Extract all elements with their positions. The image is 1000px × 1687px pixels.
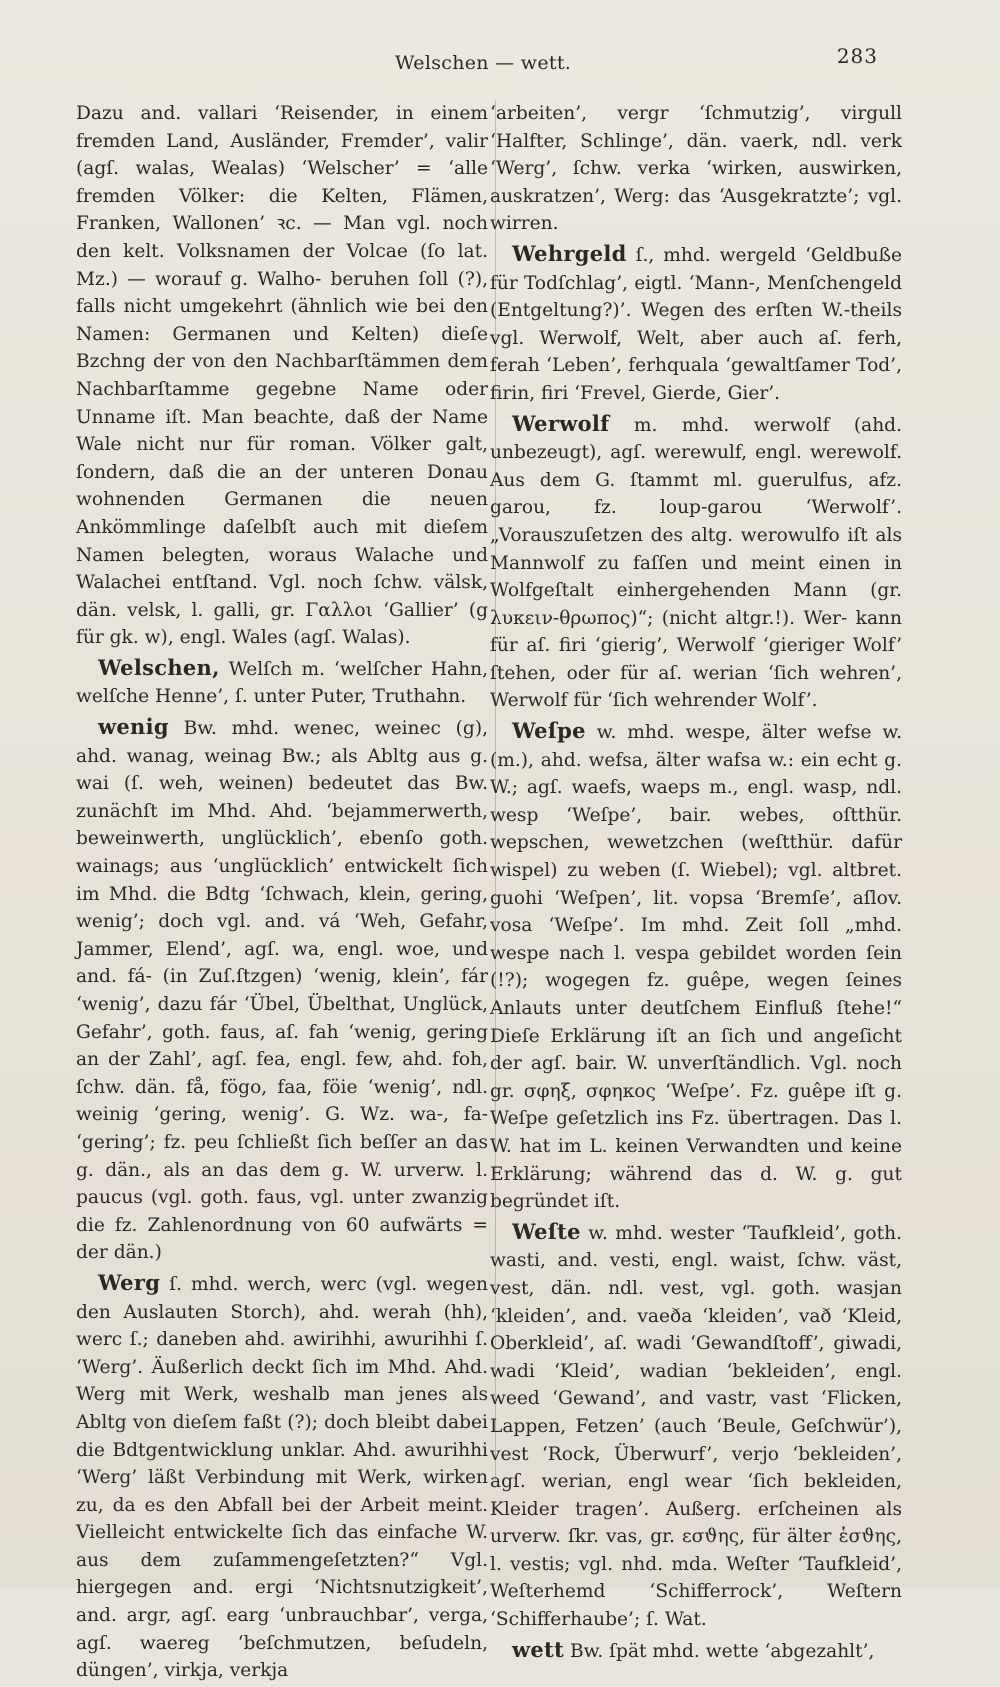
dictionary-entry	[76, 100, 488, 652]
dictionary-entry	[490, 240, 902, 408]
page-header	[0, 44, 1000, 74]
entry-text: ſ. mhd. werch, werc (vgl. wegen den Auslauten Storch), ahd. werah (hh), werc ſ.; daneben ahd. awirihhi, awurihhi ſ. ‘Werg’. Äußerlich deckt ſich im Mhd. Ahd. Werg mit Werk, weshalb man jenes als Abltg von dieſem faßt (?); doch bleibt dabei die Bdtgentwicklung unklar. Ahd. awurihhi ‘Werg’ läßt Verbindung mit Werk, wirken zu, da es den Abfall bei der Arbeit meint. Vielleicht entwickelte ſich das einfache W. aus dem zuſammengeſetzten?“ Vgl. hiergegen and. ergi ‘Nichtsnutzigkeit’, and. argr, agſ. earg ‘unbrauchbar’, verga, agſ. waereg ‘beſchmutzen, beſudeln, düngen’, virkja, verkja	[76, 1273, 488, 1682]
entry-text: w. mhd. wester ‘Taufkleid’, goth. wasti, and. vesti, engl. waist, ſchw. väst, vest, dän. ndl. vest, vgl. goth. wasjan ‘kleiden’, and. vaeða ‘kleiden’, vað ‘Kleid, Oberkleid’, aſ. wadi ‘Gewandſtoff’, giwadi, wadi ‘Kleid’, wadian ‘bekleiden’, engl. weed ‘Gewand’, and vastr, vast ‘Flicken, Lappen, Fetzen’ (auch ‘Beule, Geſchwür’), vest ‘Rock, Überwurf’, verjo ‘bekleiden’, agſ. werian, engl wear ‘ſich bekleiden, Kleider tragen’. Außerg. erſcheinen als urverw. ſkr. vas, gr. εσϑης, für älter ἑσϑης, l. vestis; vgl. nhd. mda. Weſter ‘Taufkleid’, Weſterhemd ‘Schifferrock’, Weſtern ‘Schifferhaube’; ſ. Wat.	[490, 1222, 902, 1631]
entry-text: ſ., mhd. wergeld ‘Geldbuße für Todſchlag’, eigtl. ‘Mann-, Menſchengeld (Entgeltung?)’. Wegen des erſten W.-theils vgl. Werwolf, Welt, aber auch aſ. ferh, ferah ‘Leben’, ferhquala ‘gewaltſamer Tod’, firin, firi ‘Frevel, Gierde, Gier’.	[490, 244, 902, 404]
entry-lemma: wett	[512, 1636, 565, 1662]
dictionary-entry	[490, 1218, 902, 1634]
entry-text: Bw. ſpät mhd. wette ‘abgezahlt’,	[569, 1640, 875, 1662]
dictionary-entry	[490, 1636, 902, 1666]
running-head: Welschen — wett.	[395, 52, 572, 74]
entry-lemma: Welschen,	[98, 654, 220, 680]
dictionary-entry	[490, 410, 902, 716]
entry-lemma: wenig	[98, 714, 169, 740]
entry-text: Dazu and. vallari ‘Reisender, in einem fremden Land, Ausländer, Fremder’, valir (agſ. walas, Wealas) ‘Welscher’ = ‘alle fremden Völker: die Kelten, Flämen, Franken, Wallonen’ ꝛc. — Man vgl. noch den kelt. Volksnamen der Volcae (ſo lat. Mz.) — worauf g. Walho- beruhen ſoll (?), falls nicht umgekehrt (ähnlich wie bei den Namen: Germanen und Kelten) dieſe Bzchng der von den Nachbarſtämmen dem Nachbarſtamme gegebne Name oder Unname iſt. Man beachte, daß der Name Wale nicht nur für roman. Völker galt, ſondern, daß die an der unteren Donau wohnenden Germanen die neuen Ankömmlinge daſelbſt auch mit dieſem Namen belegten, woraus Walache und Walachei entſtand. Vgl. noch ſchw. välsk, dän. velsk, l. galli, gr. Γαλλοι ‘Gallier’ (g für gk. w), engl. Wales (agſ. Walas).	[76, 103, 488, 649]
entry-text: Welſch m. ‘welſcher Hahn, welſche Henne’, ſ. unter Puter, Truthahn.	[76, 658, 488, 708]
dictionary-entry	[76, 713, 488, 1267]
right-column	[490, 100, 902, 1667]
entry-text: Bw. mhd. wenec, weinec (g), ahd. wanag, weinag Bw.; als Abltg aus g. wai (ſ. weh, weinen) bedeutet das Bw. zunächſt im Mhd. Ahd. ‘bejammerwerth, beweinwerth, unglücklich’, ebenſo goth. wainags; aus ‘unglücklich’ entwickelt ſich im Mhd. die Bdtg ‘ſchwach, klein, gering, wenig’; doch vgl. and. vá ‘Weh, Gefahr, Jammer, Elend’, agſ. wa, engl. woe, und and. fá- (in Zuſ.ſtzgen) ‘wenig, klein’, fár ‘wenig’, dazu fár ‘Übel, Übelthat, Unglück, Gefahr’, goth. faus, aſ. fah ‘wenig, gering an der Zahl’, agſ. fea, engl. few, ahd. foh, ſchw. dän. få, fögo, faa, föie ‘wenig’, ndl. weinig ‘gering, wenig’. G. Wz. wa-, fa- ‘gering’; fz. peu ſchließt ſich beſſer an das g. dän., als an das dem g. W. urverw. l. paucus (vgl. goth. faus, vgl. unter zwanzig die fz. Zahlenordnung von 60 aufwärts = der dän.)	[76, 718, 488, 1264]
page-number: 283	[836, 44, 878, 68]
entry-text: ‘arbeiten’, vergr ‘ſchmutzig’, virgull ‘Halfter, Schlinge’, dän. vaerk, ndl. verk ‘Werg’, ſchw. verka ‘wirken, auswirken, auskratzen’, Werg: das ‘Ausgekratzte’; vgl. wirren.	[490, 103, 902, 235]
dictionary-entry	[490, 717, 902, 1216]
dictionary-entry	[490, 100, 902, 238]
entry-lemma: Wehrgeld	[512, 240, 627, 266]
entry-lemma: Werwolf	[512, 410, 610, 436]
dictionary-entry	[76, 1269, 488, 1685]
entry-lemma: Weſpe	[512, 718, 586, 744]
dictionary-entry	[76, 654, 488, 711]
entry-lemma: Werg	[98, 1269, 161, 1295]
entry-text: m. mhd. werwolf (ahd. unbezeugt), agſ. werewulf, engl. werewolf. Aus dem G. ſtammt ml. guerulfus, afz. garou, fz. loup-garou ‘Werwolf’. „Vorauszuſetzen des altg. werowulfo iſt als Mannwolf zu faſſen und meint einen in Wolfgeſtalt einhergehenden Mann (gr. λυκειν-θρωπος)“; (nicht altgr.!). Wer- kann für aſ. firi ‘gierig’, Werwolf ‘gieriger Wolf’ ſtehen, oder für aſ. werian ‘ſich wehren’, Werwolf für ‘ſich wehrender Wolf’.	[490, 414, 902, 712]
left-column	[76, 100, 488, 1687]
entry-lemma: Weſte	[512, 1218, 581, 1244]
entry-text: w. mhd. wespe, älter wefse w. (m.), ahd. wefsa, älter wafsa w.: ein echt g. W.; agſ. waefs, waeps m., engl. wasp, ndl. wesp ‘Weſpe’, bair. webes, oſtthür. wepschen, wewetzchen (weſtthür. dafür wispel) zu weben (ſ. Wiebel); vgl. altbret. guohi ‘Weſpen’, lit. vopsa ‘Bremſe’, aſlov. vosa ‘Weſpe’. Im mhd. Zeit ſoll „mhd. wespe nach l. vespa gebildet worden ſein (!?); wogegen fz. guêpe, wegen ſeines Anlauts unter deutſchem Einfluß ſtehe!“ Dieſe Erklärung iſt an ſich und angeſicht der agſ. bair. W. unverſtändlich. Vgl. noch gr. σφηξ, σφηκος ‘Weſpe’. Fz. guêpe iſt g. Weſpe geſetzlich ins Fz. übertragen. Das l. W. hat im L. keinen Verwandten und keine Erklärung; während das d. W. g. gut begründet iſt.	[490, 722, 902, 1213]
